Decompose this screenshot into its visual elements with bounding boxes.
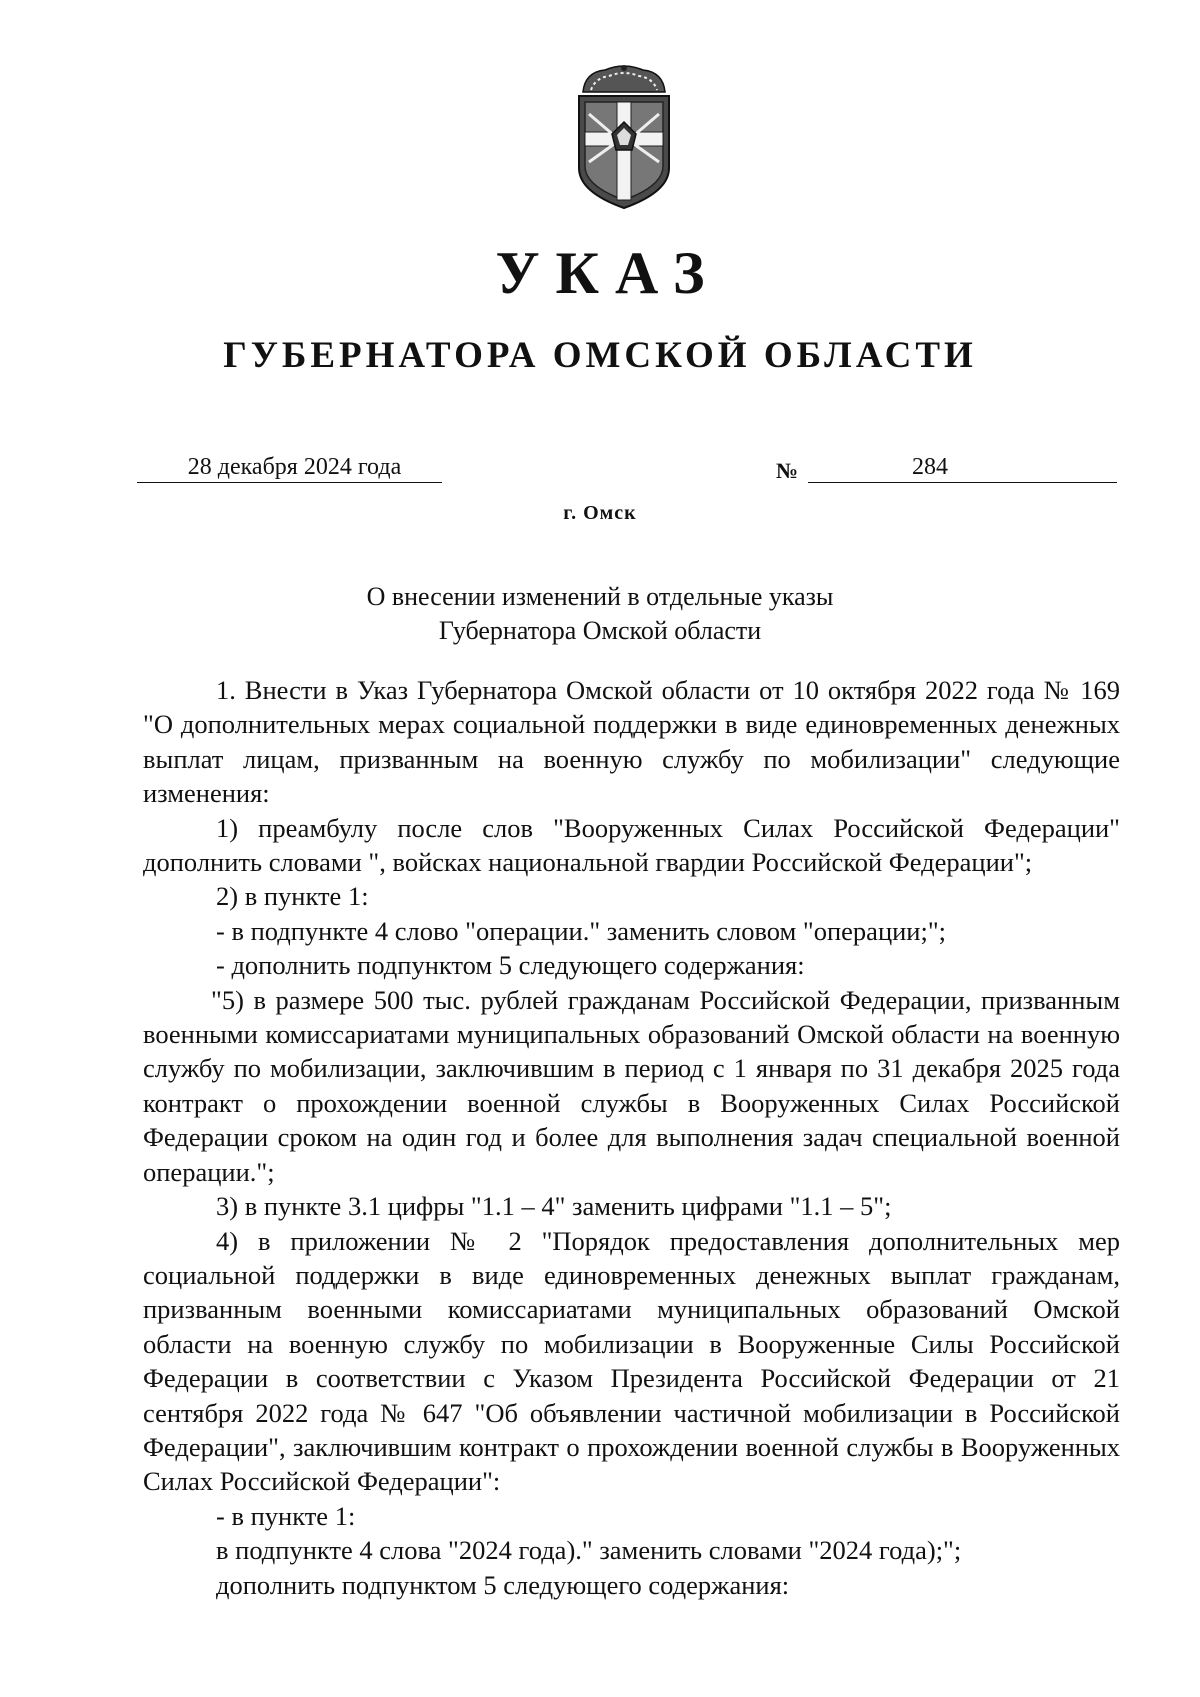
- paragraph: 1. Внести в Указ Губернатора Омской области от 10 октября 2022 года № 169 "О дополнительных мерах социальной поддержки в виде единовременных денежных выплат лицам, призванным на военную службу по мобилизации" следующие изменения:: [143, 675, 1120, 809]
- coat-of-arms-icon: [565, 62, 683, 212]
- paragraph: "5) в размере 500 тыс. рублей гражданам Российской Федерации, призванным военными комиссариатами муниципальных образований Омской области на военную службу по мобилизации, заключившим в период с 1 января по 31 декабря 2025 года контракт о прохождении военной службы в Вооруженных Силах Российской Федерации сроком на один год и более для выполнения задач специальной военной операции.";: [143, 984, 1120, 1187]
- document-title: УКАЗ: [495, 240, 721, 306]
- number-sign: №: [776, 458, 799, 483]
- paragraph: 3) в пункте 3.1 цифры "1.1 – 4" заменить цифрами "1.1 – 5";: [216, 1191, 892, 1222]
- paragraph: - дополнить подпунктом 5 следующего содержания:: [216, 950, 805, 981]
- document-city: г. Омск: [563, 502, 637, 524]
- document-body: [143, 673, 1120, 1602]
- heading-line: О внесении изменений в отдельные указы: [366, 582, 834, 611]
- document-date: 28 декабря 2024 года: [137, 452, 442, 483]
- paragraph: в подпункте 4 слова "2024 года)." заменить словами "2024 года);";: [216, 1535, 962, 1566]
- paragraph: - в пункте 1:: [216, 1500, 356, 1531]
- document-heading: [0, 580, 1200, 648]
- paragraph: 1) преамбулу после слов "Вооруженных Силах Российской Федерации" дополнить словами ", войсках национальной гвардии Российской Федерации";: [143, 812, 1120, 878]
- paragraph: - в подпункте 4 слово "операции." заменить словом "операции;";: [216, 915, 947, 946]
- document-subtitle: ГУБЕРНАТОРА ОМСКОЙ ОБЛАСТИ: [223, 335, 977, 376]
- heading-line: Губернатора Омской области: [438, 616, 762, 645]
- document-number: 284: [808, 452, 1117, 483]
- paragraph: 2) в пункте 1:: [216, 881, 369, 912]
- paragraph: 4) в приложении № 2 "Порядок предоставления дополнительных мер социальной поддержки в виде единовременных денежных выплат гражданам, призванным военными комиссариатами муниципальных образований Омской области на военную службу по мобилизации в Вооруженные Силы Российской Федерации в соответствии с Указом Президента Российской Федерации от 21 сентября 2022 года № 647 "Об объявлении частичной мобилизации в Российской Федерации", заключившим контракт о прохождении военной службы в Вооруженных Силах Российской Федерации":: [143, 1225, 1120, 1497]
- paragraph: дополнить подпунктом 5 следующего содержания:: [216, 1569, 790, 1600]
